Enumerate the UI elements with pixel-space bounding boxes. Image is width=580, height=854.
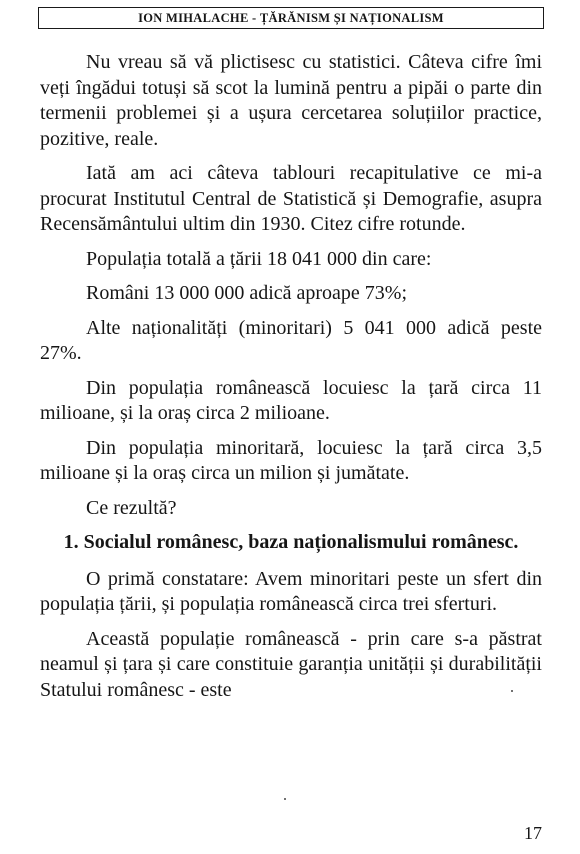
paragraph: Iată am aci câteva tablouri recapitulative ce mi-a procurat Institutul Central de Statistică și Demografie, asupra Recensământului ultim din 1930. Citez cifre rotunde. <box>40 162 542 235</box>
paragraph: Din populația minoritară, locuiesc la țară circa 3,5 milioane și la oraș circa un milion și jumătate. <box>40 436 542 484</box>
paragraph: Ce rezultă? <box>86 496 177 519</box>
paragraph: Alte naționalități (minoritari) 5 041 000 adică peste 27%. <box>40 316 542 364</box>
section-heading: 1. Socialul românesc, baza naționalismului românesc. <box>63 531 519 553</box>
paragraph: Această populație românească - prin care s-a păstrat neamul și țara și care constituie garanția unității și durabilității Statului românesc - este <box>40 627 542 701</box>
scan-speck <box>511 690 513 692</box>
paragraph: Populația totală a țării 18 041 000 din care: <box>86 247 432 270</box>
scan-speck <box>284 798 286 800</box>
paragraph: O primă constatare: Avem minoritari peste un sfert din populația țării, și populația românească circa trei sferturi. <box>40 567 542 615</box>
paragraph: Din populația românească locuiesc la țară circa 11 milioane, și la oraș circa 2 milioane. <box>40 376 542 424</box>
paragraph: Români 13 000 000 adică aproape 73%; <box>86 282 408 304</box>
paragraph: Nu vreau să vă plictisesc cu statistici. Câteva cifre îmi veți îngădui totuși să scot la lumină pentru a pipăi o parte din termenii problemei și a ușura cercetarea soluțiilor practice, pozitive, reale. <box>40 51 542 150</box>
running-header-title: ION MIHALACHE - ȚĂRĂNISM ȘI NAȚIONALISM <box>138 10 444 25</box>
page-number: 17 <box>524 823 542 843</box>
page-body <box>40 50 542 712</box>
running-header <box>38 7 544 29</box>
